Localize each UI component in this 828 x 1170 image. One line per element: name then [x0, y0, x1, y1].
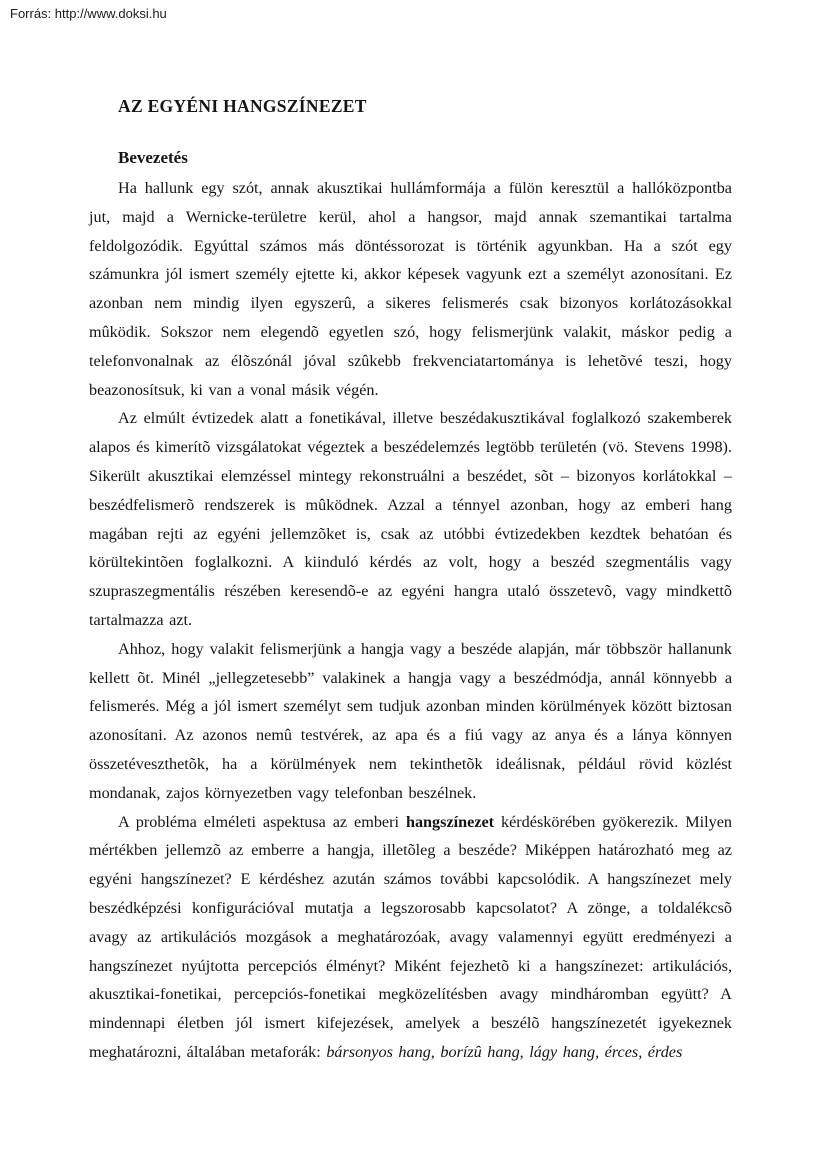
text-segment: Ahhoz, hogy valakit felismerjünk a hangja vagy a beszéde alapján, már többször hallanunk kellett õt. Minél „jellegzetesebb” valakinek a hangja vagy a beszédmódja, annál könnyebb a felismerés. Még a jól ismert személyt sem tudjuk azonban minden körülmények között biztosan azonosítani. Az azonos nemû testvérek, az apa és a fiú vagy az anya és a lánya könnyen összetéveszthetõk, ha a körülmények nem tekinthetõk ideálisnak, például rövid közlést mondanak, zajos környezetben vagy telefonban beszélnek.	[89, 639, 732, 802]
text-segment: bársonyos hang, borízû hang, lágy hang, érces, érdes	[326, 1042, 683, 1061]
source-note: Forrás: http://www.doksi.hu	[10, 6, 167, 21]
document-title: AZ EGYÉNI HANGSZÍNEZET	[118, 96, 367, 116]
paragraphs-container	[89, 174, 732, 1067]
paragraph	[89, 635, 732, 808]
text-segment: hangszínezet	[405, 812, 495, 831]
section-heading: Bevezetés	[118, 148, 188, 167]
text-segment: kérdéskörében gyökerezik. Milyen mértékben jellemzõ az emberre a hangja, illetõleg a beszéde? Miképpen határozható meg az egyéni hangszínezet? E kérdéshez azután számos további kapcsolódik. A hangszínezet mely beszédképzési konfigurációval mutatja a legszorosabb kapcsolatot? A zönge, a toldalékcsõ avagy az artikulációs mozgások a meghatározóak, avagy valamennyi együtt eredményezi a hangszínezet nyújtotta percepciós élményt? Miként fejezhetõ ki a hangszínezet: artikulációs, akusztikai-fonetikai, percepciós-fonetikai megközelítésben avagy mindháromban együtt? A mindennapi életben jól ismert kifejezések, amelyek a beszélõ hangszínezetét igyekeznek meghatározni, általában metaforák:	[89, 812, 732, 1061]
paragraph	[89, 174, 732, 404]
text-segment: Az elmúlt évtizedek alatt a fonetikával, illetve beszédakusztikával foglalkozó szakemberek alapos és kimerítõ vizsgálatokat végeztek a beszédelemzés legtöbb területén (vö. Stevens 1998). Sikerült akusztikai elemzéssel mintegy rekonstruálni a beszédet, sõt – bizonyos korlátokkal – beszédfelismerõ rendszerek is mûködnek. Azzal a ténnyel azonban, hogy az emberi hang magában rejti az egyéni jellemzõket is, csak az utóbbi évtizedekben kezdtek behatóan és körültekintõen foglalkozni. A kiinduló kérdés az volt, hogy a beszéd szegmentális vagy szupraszegmentális részében keresendõ-e az egyéni hangra utaló összetevõ, vagy mindkettõ tartalmazza azt.	[89, 409, 732, 629]
paragraph	[89, 808, 732, 1067]
text-segment: Ha hallunk egy szót, annak akusztikai hullámformája a fülön keresztül a hallóközpontba jut, majd a Wernicke-területre kerül, ahol a hangsor, majd annak szemantikai tartalma feldolgozódik. Egyúttal számos más döntéssorozat is történik agyunkban. Ha a szót egy számunkra jól ismert személy ejtette ki, akkor képesek vagyunk ezt a személyt azonosítani. Ez azonban nem mindig ilyen egyszerû, a sikeres felismerés csak bizonyos korlátozásokkal mûködik. Sokszor nem elegendõ egyetlen szó, hogy felismerjünk valakit, máskor pedig a telefonvonalnak az élõszónál jóval szûkebb frekvenciatartománya is lehetõvé teszi, hogy beazonosítsuk, ki van a vonal másik végén.	[89, 179, 732, 399]
document-content	[89, 0, 732, 1067]
paragraph	[89, 404, 732, 634]
text-segment: A probléma elméleti aspektusa az emberi	[118, 812, 406, 831]
